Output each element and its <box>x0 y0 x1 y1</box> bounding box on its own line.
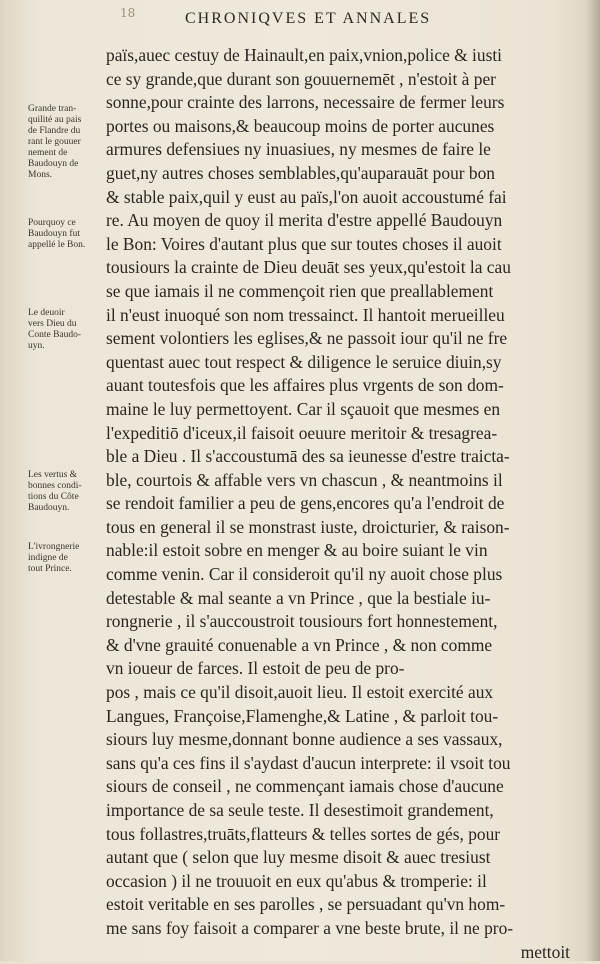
text-line: re. Au moyen de quoy il merita d'estre appellé Baudouyn <box>106 210 503 231</box>
text-line: tous follastres,truāts,flatteurs & telles sortes de gés, pour <box>106 823 501 844</box>
text-line: siours luy mesme,donnant bonne audience a ses vassaux, <box>106 729 503 750</box>
text-line: ble a Dieu . Il s'accoustumā des sa ieunesse d'estre traicta- <box>106 446 510 467</box>
text-line: siours de conseil , ne commençant iamais chose d'aucune <box>106 776 504 797</box>
text-line: rongnerie , il s'auccoustroit tousiours fort honnestement, <box>106 611 498 632</box>
text-line: autant que ( selon que luy mesme disoit & auec tresiust <box>106 847 491 868</box>
text-line: me sans foy faisoit a comparer a vne beste brute, il ne pro- <box>106 917 514 938</box>
text-line: vn ioueur de farces. Il estoit de peu de pro- <box>106 658 405 679</box>
running-head: CHRONIQVES ET ANNALES <box>185 10 432 27</box>
text-line: quentast auec tout respect & diligence le seruice diuin,sy <box>106 351 502 372</box>
margin-note: Le deuoir vers Dieu du Conte Baudo- uyn. <box>28 308 82 351</box>
text-line: l'expeditiō d'iceux,il faisoit oeuure meritoir & tresagrea- <box>106 422 498 443</box>
text-line: maine le luy permettoyent. Car il sçauoit que mesmes en <box>106 398 501 419</box>
text-line: auant toutesfois que les affaires plus vrgents de son dom- <box>106 375 504 396</box>
text-line: tousiours la crainte de Dieu deuāt ses yeux,qu'estoit la cau <box>106 257 511 278</box>
text-line: comme venin. Car il consideroit qu'il ny auoit chose plus <box>106 564 503 585</box>
text-line: sonne,pour crainte des larrons, necessaire de fermer leurs <box>106 92 505 113</box>
text-line: se que iamais il ne commençoit rien que preallablement <box>106 280 494 301</box>
text-line: sans qu'a ces fins il s'aydast d'aucun interprete: il vsoit tou <box>106 752 511 773</box>
text-line: & d'vne grauité conuenable a vn Prince , & non comme <box>106 634 493 655</box>
text-line: detestable & mal seante a vn Prince , que la bestiale iu- <box>106 587 491 608</box>
text-line: Langues, Françoise,Flamenghe,& Latine , & parloit tou- <box>106 705 499 726</box>
margin-note: L'ivrongnerie indigne de tout Prince. <box>28 542 80 574</box>
text-line: occasion ) il ne trouuoit en eux qu'abus & tromperie: il <box>106 870 487 891</box>
text-line: pos , mais ce qu'il disoit,auoit lieu. Il estoit exercité aux <box>106 682 494 703</box>
text-line: le Bon: Voires d'autant plus que sur toutes choses il auoit <box>106 233 502 254</box>
text-line: païs,auec cestuy de Hainault,en paix,vnion,police & iusti <box>106 45 503 65</box>
text-line: ble, courtois & affable vers vn chascun , & neantmoins il <box>106 469 503 490</box>
page-number: 18 <box>120 6 136 20</box>
text-line: portes ou maisons,& beaucoup moins de porter aucunes <box>106 115 495 136</box>
text-line: estoit veritable en ses parolles , se persuadant qu'vn hom- <box>106 894 506 915</box>
text-line: se rendoit familier a peu de gens,encores qu'a l'endroit de <box>106 493 505 514</box>
text-line: guet,ny autres choses semblables,qu'auparauāt pour bon <box>106 162 495 183</box>
catchword: mettoit <box>520 941 570 962</box>
margin-note: Les vertus & bonnes condi- tions du Côte Baudouyn. <box>28 470 82 513</box>
margin-note: Grande tran- quilité au pais de Flandre du rant le gouuer nement de Baudouyn de Mons. <box>28 104 82 180</box>
text-line: & stable paix,quil y eust au païs,l'on auoit accoustumé fai <box>106 186 507 207</box>
margin-note: Pourquoy ce Baudouyn fut appellé le Bon. <box>28 218 86 250</box>
text-line: armures defensiues ny inuasiues, ny mesmes de faire le <box>106 139 491 160</box>
text-line: ce sy grande,que durant son gouuernemēt , n'estoit à per <box>106 68 496 89</box>
text-line: importance de sa seule teste. Il desestimoit grandement, <box>106 800 494 820</box>
page-edge-shadow <box>586 0 600 961</box>
text-line: tous en general il se monstrast iuste, droicturier, & raison- <box>106 516 510 537</box>
text-line: nable:il estoit sobre en menger & au boire suiant le vin <box>106 540 488 561</box>
text-line: il n'eust inuoqué son nom tressainct. Il hantoit merueilleu <box>106 304 505 325</box>
body-text <box>106 44 576 964</box>
text-line: sement volontiers les eglises,& ne passoit iour qu'il ne fre <box>106 328 508 349</box>
